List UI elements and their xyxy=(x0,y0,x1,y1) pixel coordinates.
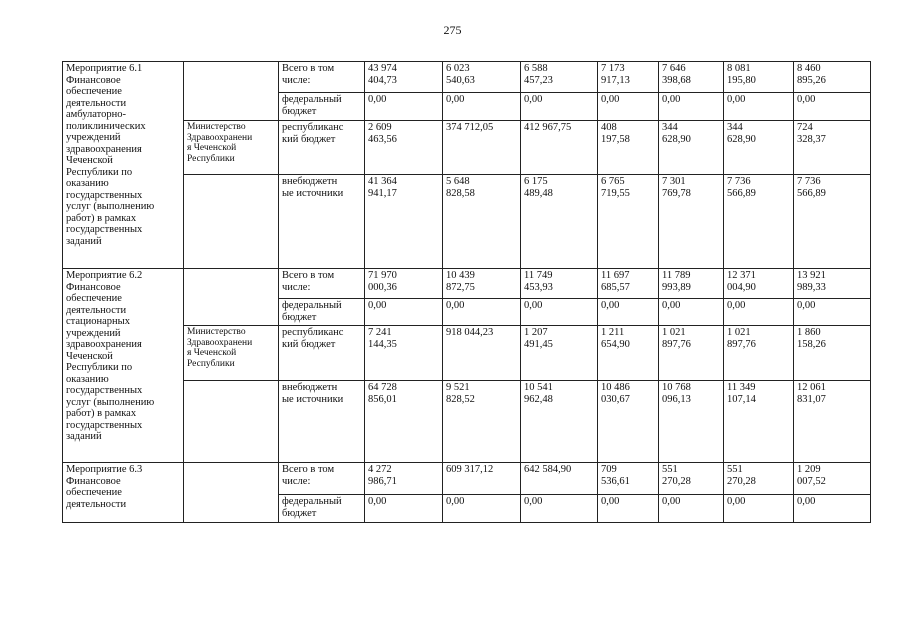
value-cell: 12 371 004,90 xyxy=(724,269,794,299)
value-cell: 0,00 xyxy=(365,299,443,326)
value-cell: 10 439 872,75 xyxy=(443,269,521,299)
value-cell: 609 317,12 xyxy=(443,463,521,495)
value-cell: 1 021 897,76 xyxy=(724,326,794,381)
value-cell: 0,00 xyxy=(724,299,794,326)
value-cell: 11 789 993,89 xyxy=(659,269,724,299)
executor-cell: Министерство Здравоохранени я Чеченской Республики xyxy=(184,121,279,175)
executor-cell-empty xyxy=(184,463,279,523)
table-row xyxy=(63,121,871,175)
value-cell: 10 486 030,67 xyxy=(598,381,659,463)
executor-cell-empty xyxy=(184,381,279,463)
value-cell: 0,00 xyxy=(365,495,443,523)
value-cell: 4 272 986,71 xyxy=(365,463,443,495)
value-cell: 0,00 xyxy=(794,495,871,523)
value-cell: 8 081 195,80 xyxy=(724,62,794,93)
value-cell: 64 728 856,01 xyxy=(365,381,443,463)
value-cell: 0,00 xyxy=(521,495,598,523)
value-cell: 1 211 654,90 xyxy=(598,326,659,381)
value-cell: 7 301 769,78 xyxy=(659,175,724,269)
value-cell: 0,00 xyxy=(521,93,598,121)
executor-cell-empty xyxy=(184,269,279,326)
value-cell: 0,00 xyxy=(659,299,724,326)
value-cell: 7 736 566,89 xyxy=(794,175,871,269)
value-cell: 412 967,75 xyxy=(521,121,598,175)
source-cell: Всего в том числе: xyxy=(279,62,365,93)
value-cell: 1 209 007,52 xyxy=(794,463,871,495)
value-cell: 71 970 000,36 xyxy=(365,269,443,299)
value-cell: 5 648 828,58 xyxy=(443,175,521,269)
value-cell: 12 061 831,07 xyxy=(794,381,871,463)
value-cell: 10 541 962,48 xyxy=(521,381,598,463)
table-row xyxy=(63,175,871,269)
source-cell: Всего в том числе: xyxy=(279,269,365,299)
table-row xyxy=(63,269,871,299)
value-cell: 0,00 xyxy=(598,299,659,326)
value-cell: 0,00 xyxy=(794,93,871,121)
source-cell: федеральный бюджет xyxy=(279,93,365,121)
value-cell: 8 460 895,26 xyxy=(794,62,871,93)
value-cell: 7 646 398,68 xyxy=(659,62,724,93)
executor-cell-empty xyxy=(184,175,279,269)
value-cell: 408 197,58 xyxy=(598,121,659,175)
value-cell: 43 974 404,73 xyxy=(365,62,443,93)
value-cell: 374 712,05 xyxy=(443,121,521,175)
value-cell: 0,00 xyxy=(443,93,521,121)
value-cell: 13 921 989,33 xyxy=(794,269,871,299)
value-cell: 11 697 685,57 xyxy=(598,269,659,299)
event-cell: Мероприятие 6.1 Финансовое обеспечение деятельности амбулаторно- поликлинических учреждений здравоохранения Чеченской Республики по оказанию государственных услуг (выполнению работ) в рамках государственных заданий xyxy=(63,62,184,269)
value-cell: 0,00 xyxy=(724,495,794,523)
table-row xyxy=(63,463,871,495)
source-cell: Всего в том числе: xyxy=(279,463,365,495)
value-cell: 7 173 917,13 xyxy=(598,62,659,93)
value-cell: 10 768 096,13 xyxy=(659,381,724,463)
page-number: 275 xyxy=(443,23,462,37)
value-cell: 0,00 xyxy=(598,495,659,523)
budget-table xyxy=(62,61,871,523)
value-cell: 0,00 xyxy=(598,93,659,121)
value-cell: 0,00 xyxy=(724,93,794,121)
value-cell: 0,00 xyxy=(443,495,521,523)
event-cell: Мероприятие 6.3 Финансовое обеспечение деятельности xyxy=(63,463,184,523)
source-cell: внебюджетн ые источники xyxy=(279,175,365,269)
value-cell: 6 023 540,63 xyxy=(443,62,521,93)
executor-cell: Министерство Здравоохранени я Чеченской Республики xyxy=(184,326,279,381)
value-cell: 11 749 453,93 xyxy=(521,269,598,299)
value-cell: 0,00 xyxy=(365,93,443,121)
table-row xyxy=(63,62,871,93)
value-cell: 7 736 566,89 xyxy=(724,175,794,269)
table-row xyxy=(63,381,871,463)
value-cell: 1 207 491,45 xyxy=(521,326,598,381)
value-cell: 2 609 463,56 xyxy=(365,121,443,175)
value-cell: 1 021 897,76 xyxy=(659,326,724,381)
value-cell: 6 765 719,55 xyxy=(598,175,659,269)
value-cell: 344 628,90 xyxy=(659,121,724,175)
value-cell: 709 536,61 xyxy=(598,463,659,495)
value-cell: 6 588 457,23 xyxy=(521,62,598,93)
value-cell: 6 175 489,48 xyxy=(521,175,598,269)
source-cell: республиканс кий бюджет xyxy=(279,121,365,175)
value-cell: 551 270,28 xyxy=(659,463,724,495)
value-cell: 41 364 941,17 xyxy=(365,175,443,269)
value-cell: 551 270,28 xyxy=(724,463,794,495)
value-cell: 0,00 xyxy=(443,299,521,326)
value-cell: 0,00 xyxy=(659,495,724,523)
value-cell: 344 628,90 xyxy=(724,121,794,175)
event-cell: Мероприятие 6.2 Финансовое обеспечение деятельности стационарных учреждений здравоохранения Чеченской Республики по оказанию государственных услуг (выполнению работ) в рамках государственных заданий xyxy=(63,269,184,463)
value-cell: 918 044,23 xyxy=(443,326,521,381)
value-cell: 0,00 xyxy=(659,93,724,121)
value-cell: 11 349 107,14 xyxy=(724,381,794,463)
executor-cell-empty xyxy=(184,62,279,121)
value-cell: 642 584,90 xyxy=(521,463,598,495)
value-cell: 0,00 xyxy=(794,299,871,326)
source-cell: республиканс кий бюджет xyxy=(279,326,365,381)
value-cell: 1 860 158,26 xyxy=(794,326,871,381)
source-cell: федеральный бюджет xyxy=(279,299,365,326)
value-cell: 0,00 xyxy=(521,299,598,326)
source-cell: федеральный бюджет xyxy=(279,495,365,523)
value-cell: 7 241 144,35 xyxy=(365,326,443,381)
source-cell: внебюджетн ые источники xyxy=(279,381,365,463)
value-cell: 9 521 828,52 xyxy=(443,381,521,463)
table-row xyxy=(63,326,871,381)
value-cell: 724 328,37 xyxy=(794,121,871,175)
